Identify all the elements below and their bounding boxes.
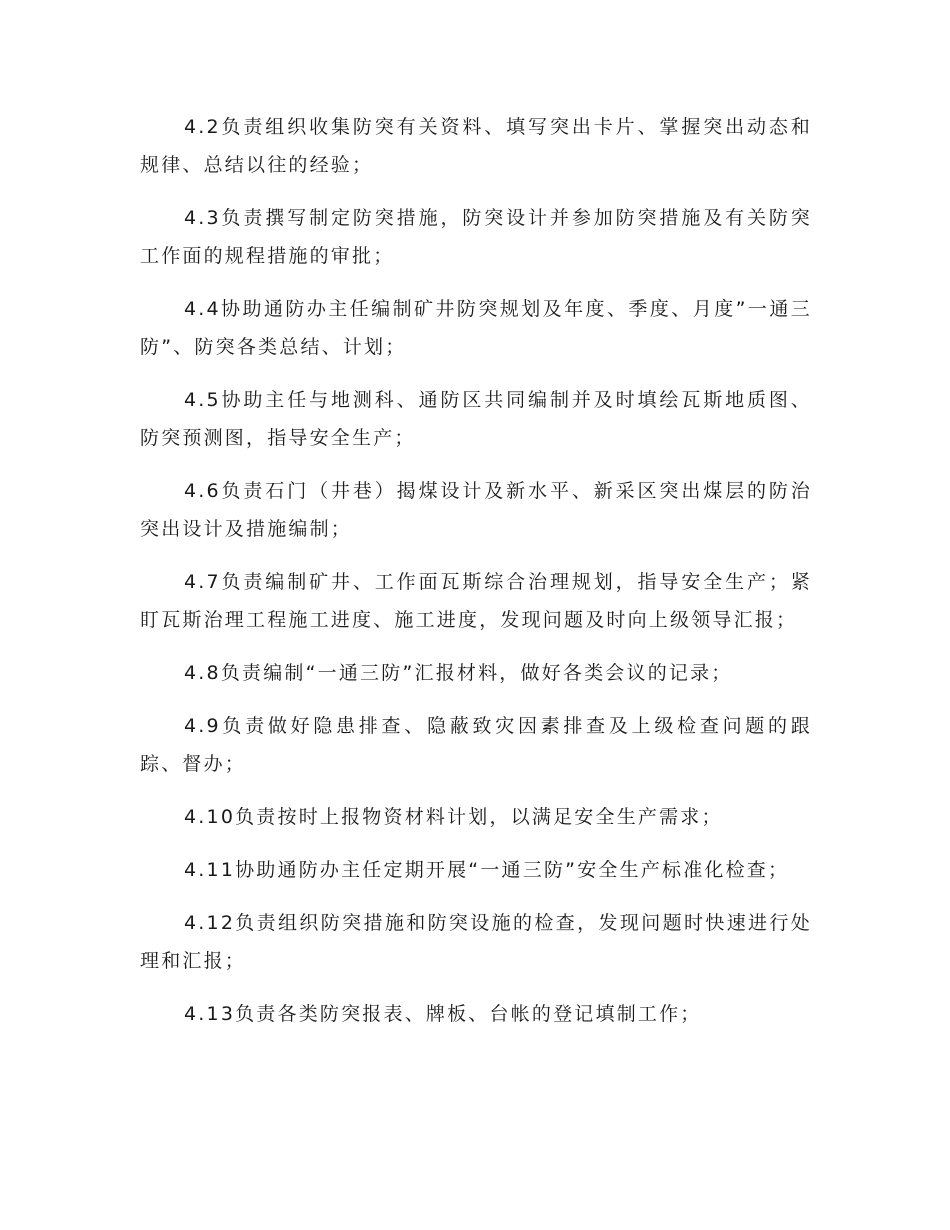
paragraph-4-6: 4.6负责石门（井巷）揭煤设计及新水平、新采区突出煤层的防治突出设计及措施编制；	[140, 480, 812, 540]
document-body	[140, 108, 812, 1048]
paragraph-4-11: 4.11协助通防办主任定期开展“一通三防”安全生产标准化检查；	[184, 859, 790, 881]
paragraph-4-10: 4.10负责按时上报物资材料计划，以满足安全生产需求；	[184, 806, 723, 828]
paragraph-4-7: 4.7负责编制矿井、工作面瓦斯综合治理规划，指导安全生产；紧盯瓦斯治理工程施工进度、施工进度，发现问题及时向上级领导汇报；	[140, 571, 812, 631]
paragraph-4-4: 4.4协助通防办主任编制矿井防突规划及年度、季度、月度”一通三防”、防突各类总结、计划；	[140, 298, 812, 358]
paragraph-4-3: 4.3负责撰写制定防突措施，防突设计并参加防突措施及有关防突工作面的规程措施的审批；	[140, 207, 812, 267]
paragraph-4-2: 4.2负责组织收集防突有关资料、填写突出卡片、掌握突出动态和规律、总结以往的经验；	[140, 116, 812, 176]
paragraph-4-8: 4.8负责编制“一通三防”汇报材料，做好各类会议的记录；	[184, 662, 733, 684]
paragraph-4-13: 4.13负责各类防突报表、牌板、台帐的登记填制工作；	[184, 1003, 702, 1025]
paragraph-4-5: 4.5协助主任与地测科、通防区共同编制并及时填绘瓦斯地质图、防突预测图，指导安全生产；	[140, 389, 812, 449]
paragraph-4-12: 4.12负责组织防突措施和防突设施的检查，发现问题时快速进行处理和汇报；	[140, 912, 812, 972]
paragraph-4-9: 4.9负责做好隐患排查、隐蔽致灾因素排查及上级检查问题的跟踪、督办；	[140, 715, 812, 775]
